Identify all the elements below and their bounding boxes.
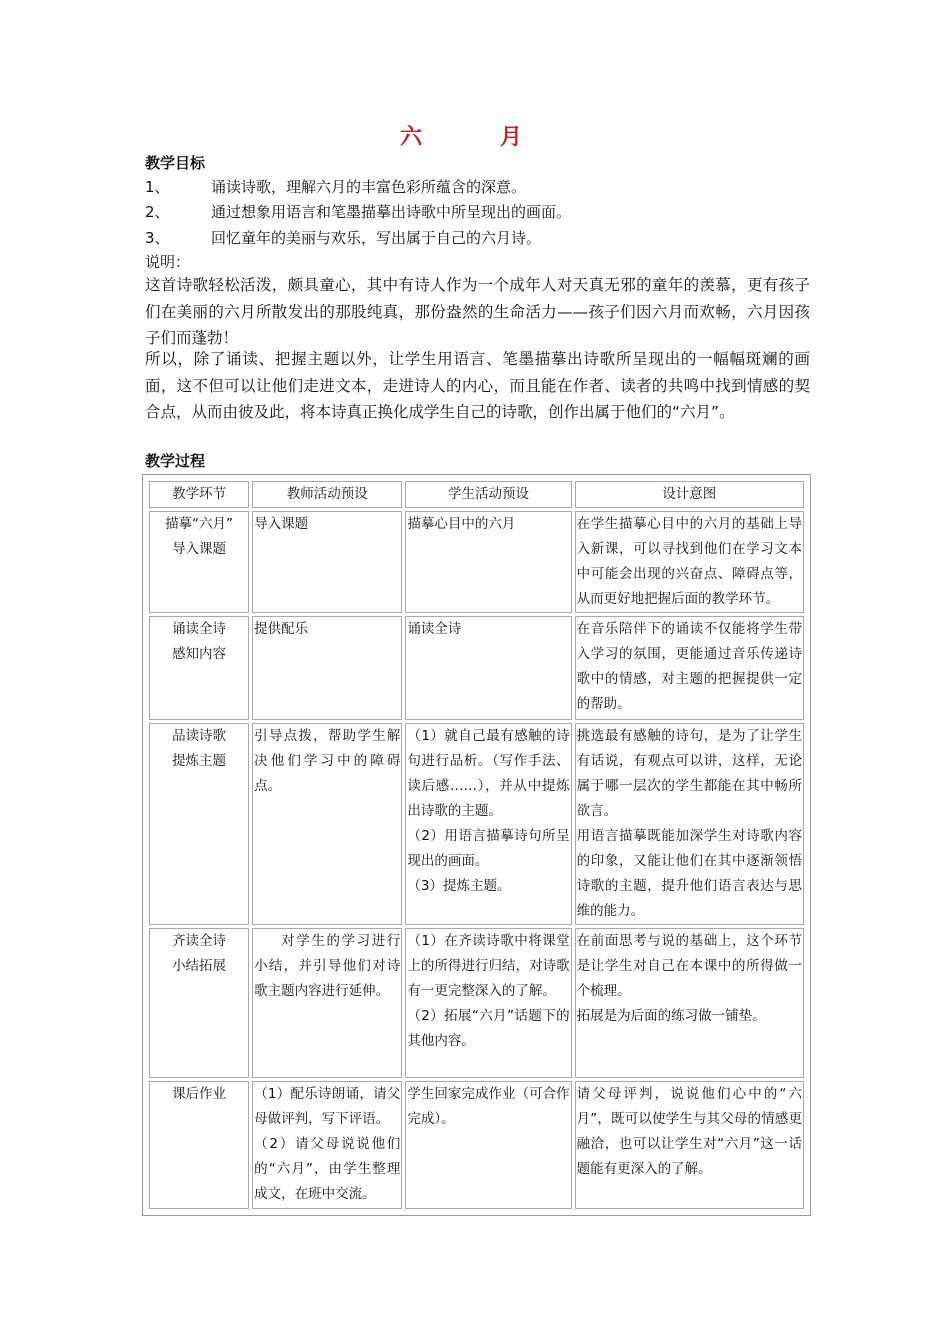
intent-cell: [575, 616, 804, 720]
intent-cell: [575, 511, 804, 613]
teacher-text: 提供配乐: [254, 621, 309, 637]
column-header: 设计意图: [575, 481, 804, 508]
intent-text: 挑选最有感触的诗句，是为了让学生有话说，有观点可以讲，这样，无论属于哪一层次的学生都能在其中畅所欲言。: [576, 728, 802, 819]
stage-line: 小结拓展: [172, 958, 227, 974]
teacher-text: （1）配乐诗朗诵，请父母做评判，写下评语。: [254, 1086, 401, 1127]
student-cell: [405, 723, 571, 925]
teacher-cell: [252, 616, 402, 720]
stage-cell: [149, 1081, 249, 1209]
process-table: [146, 478, 807, 1212]
student-text: （1）就自己最有感触的诗句进行品析。（写作手法、读后感……），并从中提炼出诗歌的主题。: [407, 728, 570, 819]
teacher-cell: [252, 928, 402, 1078]
objectives-heading: 教学目标: [145, 154, 206, 172]
objective-item: [145, 174, 526, 200]
column-header: 教师活动预设: [252, 481, 402, 508]
objective-item: [145, 225, 541, 251]
process-table-frame: [142, 474, 811, 1216]
intent-text: 在音乐陪伴下的诵读不仅能将学生带入学习的氛围，更能通过音乐传递诗歌中的情感，对主题的把握提供一定的帮助。: [576, 621, 802, 712]
intent-text: 用语言描摹既能加深学生对诗歌内容的印象，又能让他们在其中逐渐领悟诗歌的主题，提升他们语言表达与思维的能力。: [576, 828, 802, 919]
note-paragraph: 这首诗歌轻松活泼，颇具童心，其中有诗人作为一个成年人对天真无邪的童年的羡慕，更有孩子们在美丽的六月所散发出的那股纯真，那份盎然的生命活力——孩子们因六月而欢畅，六月因孩子们而蓬勃！: [145, 276, 810, 347]
objective-number: 1、: [145, 178, 170, 196]
note-label: 说明：: [145, 253, 191, 271]
stage-cell: [149, 723, 249, 925]
teacher-text: 对学生的学习进行小结，并引导他们对诗歌主题内容进行延伸。: [254, 933, 401, 999]
student-text: （3）提炼主题。: [407, 878, 511, 894]
student-text: 学生回家完成作业（可合作完成）。: [407, 1086, 570, 1127]
intent-cell: [575, 928, 804, 1078]
student-text: （2）拓展“六月”话题下的其他内容。: [407, 1008, 570, 1049]
stage-line: 诵读全诗: [172, 621, 227, 637]
page-title: 六 月: [399, 125, 550, 150]
stage-line: 品读诗歌: [172, 728, 227, 744]
stage-cell: [149, 616, 249, 720]
table-row: [149, 511, 804, 613]
stage-cell: [149, 928, 249, 1078]
objective-text: 诵读诗歌，理解六月的丰富色彩所蕴含的深意。: [211, 178, 527, 196]
student-cell: [405, 616, 571, 720]
student-cell: [405, 928, 571, 1078]
teacher-text: 导入课题: [254, 516, 309, 532]
process-heading: 教学过程: [145, 452, 206, 470]
note-paragraph: 所以，除了诵读、把握主题以外，让学生用语言、笔墨描摹出诗歌所呈现出的一幅幅斑斓的画面，这不但可以让他们走进文本，走进诗人的内心，而且能在作者、读者的共鸣中找到情感的契合点，从而由彼及此，将本诗真正换化成学生自己的诗歌，创作出属于他们的“六月”。: [145, 350, 810, 421]
teacher-text: 引导点拨，帮助学生解决他们学习中的障碍点。: [254, 728, 401, 794]
table-header-row: [149, 481, 804, 508]
stage-cell: [149, 511, 249, 613]
student-cell: [405, 1081, 571, 1209]
student-text: （1）在齐读诗歌中将课堂上的所得进行归结，对诗歌有一更完整深入的了解。: [407, 933, 570, 999]
column-header: 学生活动预设: [405, 481, 571, 508]
objective-text: 通过想象用语言和笔墨描摹出诗歌中所呈现出的画面。: [211, 203, 572, 221]
teacher-cell: [252, 723, 402, 925]
objective-item: [145, 199, 571, 225]
table-row: [149, 723, 804, 925]
table-row: [149, 1081, 804, 1209]
objective-number: 2、: [145, 203, 170, 221]
stage-line: 感知内容: [172, 646, 227, 662]
teacher-text: （2）请父母说说他们的“六月”，由学生整理成文，在班中交流。: [254, 1136, 401, 1202]
intent-text: 拓展是为后面的练习做一铺垫。: [576, 1008, 766, 1024]
intent-text: 在学生描摹心目中的六月的基础上导入新课，可以寻找到他们在学习文本中可能会出现的兴奋点、障碍点等，从而更好地把握后面的教学环节。: [576, 516, 802, 607]
stage-line: 描摹“六月”: [165, 516, 234, 532]
student-cell: [405, 511, 571, 613]
teacher-cell: [252, 511, 402, 613]
student-text: 诵读全诗: [407, 621, 462, 637]
column-header: 教学环节: [149, 481, 249, 508]
intent-cell: [575, 1081, 804, 1209]
table-row: [149, 928, 804, 1078]
stage-line: 课后作业: [172, 1086, 227, 1102]
intent-text: 在前面思考与说的基础上，这个环节是让学生对自己在本课中的所得做一个梳理。: [576, 933, 802, 999]
intent-cell: [575, 723, 804, 925]
teacher-cell: [252, 1081, 402, 1209]
objective-number: 3、: [145, 229, 170, 247]
student-text: 描摹心目中的六月: [407, 516, 516, 532]
student-text: （2）用语言描摹诗句所呈现出的画面。: [407, 828, 570, 869]
table-row: [149, 616, 804, 720]
stage-line: 齐读全诗: [172, 933, 227, 949]
intent-text: 请父母评判，说说他们心中的“六月”，既可以使学生与其父母的情感更融洽，也可以让学生对“六月”这一话题能有更深入的了解。: [576, 1086, 802, 1177]
stage-line: 导入课题: [172, 541, 227, 557]
objective-text: 回忆童年的美丽与欢乐，写出属于自己的六月诗。: [211, 229, 542, 247]
stage-line: 提炼主题: [172, 753, 227, 769]
